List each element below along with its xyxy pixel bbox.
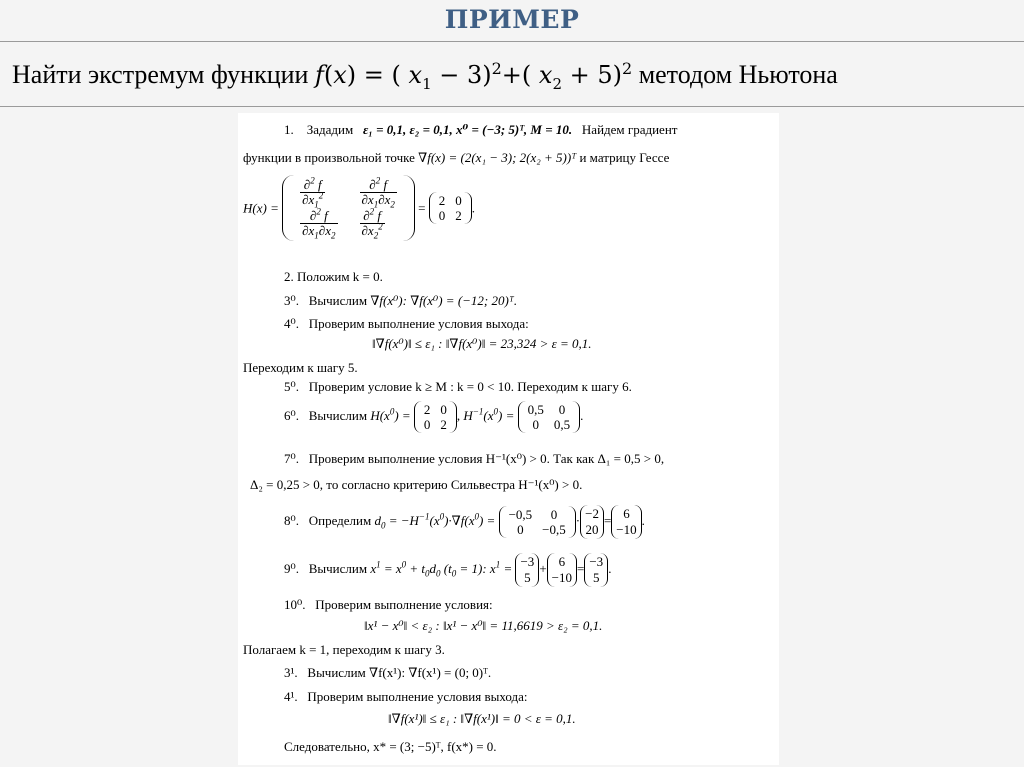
step-3-1: 3¹. Вычислим ∇f(x¹): ∇f(x¹) = (0; 0)ᵀ.: [284, 665, 492, 680]
step-9-vec-a: −3 5: [515, 553, 539, 587]
conclusion: Следовательно, x* = (3; −5)ᵀ, f(x*) = 0.: [284, 739, 497, 754]
step-8-result: 6 −10: [611, 505, 641, 539]
step-7-line2: Δ₂ = 0,25 > 0, то согласно критерию Сильвестра H⁻¹(x⁰) > 0.: [250, 477, 583, 492]
step-2: 2. Положим k = 0.: [284, 269, 383, 284]
top-divider: [0, 41, 1024, 42]
hessian-block: H(x) = $\frac{\partial^2 f}{\partial x_1^2}$ $\frac{\partial^2 f}{\partial x_1\partial x_2}$ $\frac{\partial^2 f}{\partial x_1\partial x_2}$ $\frac{\partial^2 f}{\partial x_2^2}$ = 2 0 0 2 .: [243, 175, 475, 241]
hessian-label: H(x) =: [243, 200, 279, 216]
step-6-hinv-matrix: 0,5 0 0 0,5: [518, 401, 581, 433]
step-1: [284, 122, 677, 137]
task-statement: [12, 52, 1016, 98]
step-8-matrix: −0,5 0 0 −0,5: [499, 506, 576, 538]
step-9: 9⁰. Вычислим $x^1 = x^0 + t_0d_0$ $(t_0 = 1)$: $x^1$ = −3 5 + 6 −10 = −3 5 .: [284, 554, 612, 585]
step-9-vec-c: −3 5: [584, 553, 608, 587]
step-8-vector: −2 20: [580, 505, 604, 539]
bottom-divider: [0, 106, 1024, 107]
task-function: f(x) = ( $x_1 - 3)^2+$( $x_2 + 5)^2$: [314, 59, 633, 93]
step-4-1-formula: ‖∇f(x¹)‖ ≤ ε₁ : ‖∇f(x¹)‖ = 0 < ε = 0,1.: [388, 711, 576, 726]
step-10-goto: Полагаем k = 1, переходим к шагу 3.: [243, 642, 445, 657]
step-1-lead: Зададим: [306, 122, 354, 137]
hessian-value: 2 0 0 2: [429, 192, 472, 224]
gradient-formula: ∇f(x) = (2(x₁ − 3); 2(x₂ + 5))ᵀ: [418, 150, 577, 165]
task-method: методом Ньютона: [638, 60, 838, 89]
step-4-goto: Переходим к шагу 5.: [243, 360, 358, 375]
step-1-line2: [243, 150, 669, 165]
slide-title: ПРИМЕР: [444, 5, 580, 34]
step-6-h-matrix: 2 0 0 2: [414, 401, 457, 433]
solution-scan: [238, 113, 779, 765]
step-8: 8⁰. Определим $d_0 = -H^{-1}(x^0)\cdot\nabla f(x^0)$ = −0,5 0 0 −0,5 · −2 20 = 6 −10 .: [284, 506, 645, 537]
task-text: Найти экстремум функции: [12, 60, 309, 89]
step-1-tail: Найдем градиент: [581, 122, 678, 137]
step-1-hesse: и матрицу Гессе: [579, 150, 670, 165]
hessian-matrix: $\frac{\partial^2 f}{\partial x_1^2}$ $\frac{\partial^2 f}{\partial x_1\partial x_2}$ $\frac{\partial^2 f}{\partial x_1\partial x_2}$ $\frac{\partial^2 f}{\partial x_2^2}$: [282, 175, 415, 241]
step-10: 10⁰. Проверим выполнение условия:: [284, 597, 493, 612]
step-1-params: ε₁ = 0,1, ε₂ = 0,1, x⁰ = (−3; 5)ᵀ, M = 10.: [362, 122, 573, 137]
step-4-1: 4¹. Проверим выполнение условия выхода:: [284, 689, 528, 704]
step-1-num: 1.: [284, 122, 294, 137]
step-1-line2-text: функции в произвольной точке: [243, 150, 415, 165]
step-5: 5⁰. Проверим условие k ≥ M : k = 0 < 10. Переходим к шагу 6.: [284, 379, 632, 394]
step-10-formula: ‖x¹ − x⁰‖ < ε₂ : ‖x¹ − x⁰‖ = 11,6619 > ε₂ = 0,1.: [364, 618, 603, 633]
step-7: 7⁰. Проверим выполнение условия H⁻¹(x⁰) > 0. Так как Δ₁ = 0,5 > 0,: [284, 451, 665, 466]
step-3: 3⁰. Вычислим ∇f(x⁰): ∇f(x⁰) = (−12; 20)ᵀ.: [284, 293, 518, 308]
step-6: 6⁰. Вычислим $H(x^0)$ = 2 0 0 2 , $H^{-1}(x^0)$ = 0,5 0 0 0,5 .: [284, 402, 584, 432]
step-4: 4⁰. Проверим выполнение условия выхода:: [284, 316, 529, 331]
step-9-vec-b: 6 −10: [547, 553, 577, 587]
step-4-formula: ‖∇f(x⁰)‖ ≤ ε₁ : ‖∇f(x⁰)‖ = 23,324 > ε = 0,1.: [372, 336, 592, 351]
step-3-gradient: ∇f(x⁰): ∇f(x⁰) = (−12; 20)ᵀ.: [370, 293, 518, 308]
